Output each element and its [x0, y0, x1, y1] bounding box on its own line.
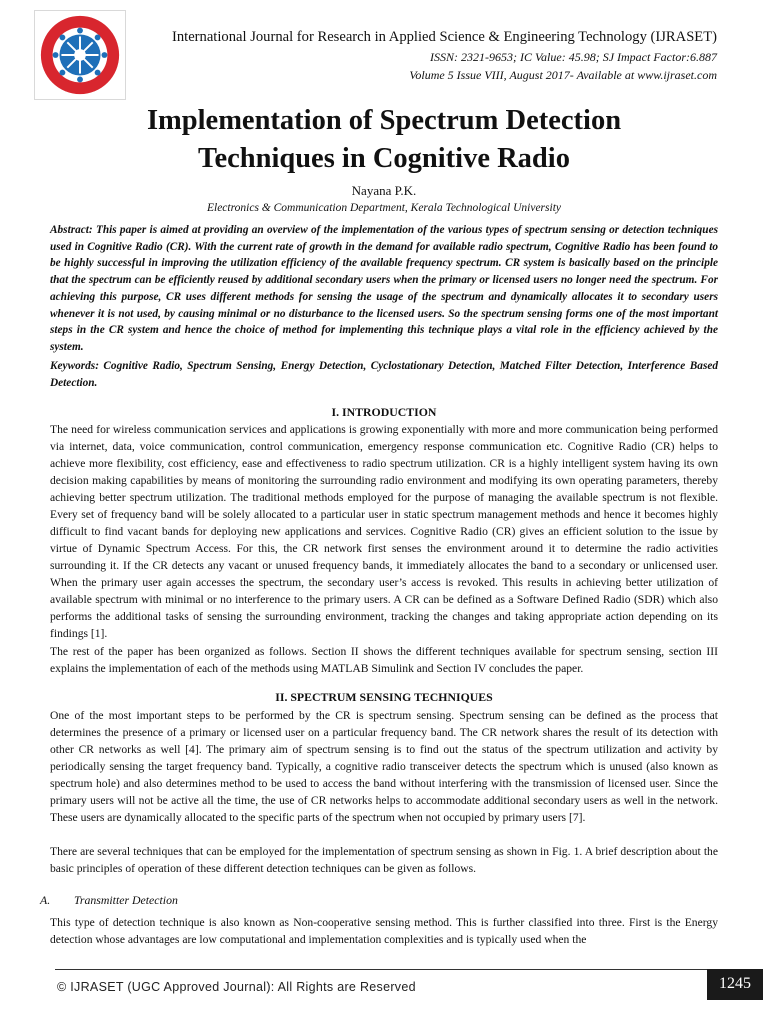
journal-header — [117, 28, 717, 83]
footer-copyright: © IJRASET (UGC Approved Journal): All Rights are Reserved — [57, 980, 416, 994]
paper-title — [0, 102, 768, 178]
section-heading-introduction: I. INTRODUCTION — [331, 405, 437, 419]
intro-paragraph-1: The need for wireless communication services and applications is growing exponentially with more and more communication being performed via internet, data, voice communication, control communication, emergency response communication etc. Cognitive Radio (CR) helps to achieve more flexibility, cost efficiency, ease and effectiveness to radio spectrum utilization. CR is a highly intelligent system having its own decision making capabilities by means of monitoring the surrounding radio environment and modifying its own operating parameters, thereby achieving better spectrum utilization. The traditional methods employed for the purpose of managing the available spectrum is not flexible. Every set of frequency band will be solely allocated to a particular user in static spectrum management methods and hence it becomes highly difficult to find vacant bands for deploying new applications and services. Cognitive Radio (CR) gives an efficient solution to the issue by virtue of Dynamic Spectrum Access. For this, the CR network first senses the environment around it to determine the radio activities surrounding it. If the CR detects any vacant or unused frequency bands, it immediately allocates the band to a secondary or unlicensed user. When the primary user again accesses the spectrum, the secondary user’s access is revoked. This results in achieving better utilization of available spectrum with minimal or no interference to the primary users. A CR can be defined as a Software Defined Radio (SDR) which also performs the additional tasks of sensing the surrounding environment, tracking the changes and taking appropriate action depending on its findings [1]. — [50, 423, 718, 640]
page-number: 1245 — [707, 969, 763, 1000]
paper-affiliation: Electronics & Communication Department, Kerala Technological University — [206, 202, 561, 214]
journal-issn: ISSN: 2321-9653; IC Value: 45.98; SJ Impact Factor:6.887 — [430, 50, 717, 64]
footer-divider — [55, 969, 763, 970]
paper-keywords: Keywords: Cognitive Radio, Spectrum Sensing, Energy Detection, Cyclostationary Detection, Matched Filter Detection, Interference Based Detection. — [50, 360, 718, 389]
section-heading-spectrum-sensing: II. SPECTRUM SENSING TECHNIQUES — [275, 690, 493, 704]
spectrum-sensing-paragraph-2: There are several techniques that can be employed for the implementation of spectrum sensing as shown in Fig. 1. A brief description about the basic principles of operation of these different detection techniques can be given as follows. — [50, 845, 718, 875]
journal-logo — [34, 10, 126, 100]
spectrum-sensing-paragraph-1: One of the most important steps to be performed by the CR is spectrum sensing. Spectrum sensing can be defined as the process that determines the presence of a primary or licensed user on a particular frequency band. The CR network shares the result of its detection with other CR networks as well [4]. The primary aim of spectrum sensing is to find out the status of the spectrum utilization and activity by periodically sensing the target frequency band. Typically, a cognitive radio transceiver detects the spectrum which is unused (also known as spectrum hole) and also determines method to be used to access the band without interfering with the transmission of licensed user. Since the primary users will not be active all the time, the use of CR networks helps to accommodate additional secondary users as well in the network. These users are dynamically allocated to the specific parts of the spectrum when not occupied by primary users [7]. — [50, 709, 718, 824]
subsection-title: Transmitter Detection — [74, 893, 178, 907]
transmitter-detection-paragraph: This type of detection technique is also known as Non-cooperative sensing method. This is further classified into three. First is the Energy detection whose advantages are low computational and implementation complexities and is typically used when the — [50, 916, 718, 946]
intro-paragraph-2: The rest of the paper has been organized as follows. Section II shows the different techniques available for spectrum sensing, section III explains the implementation of each of the methods using MATLAB Simulink and Section IV concludes the paper. — [50, 645, 718, 675]
paper-title-line2: Techniques in Cognitive Radio — [198, 143, 570, 174]
ijraset-seal-icon — [35, 11, 125, 99]
subsection-number: A. — [40, 893, 51, 907]
journal-title: International Journal for Research in Applied Science & Engineering Technology (IJRASET) — [171, 29, 717, 45]
paper-author: Nayana P.K. — [351, 183, 417, 198]
journal-volume: Volume 5 Issue VIII, August 2017- Available at www.ijraset.com — [409, 68, 717, 82]
paper-title-line1: Implementation of Spectrum Detection — [146, 105, 622, 136]
subsection-heading-transmitter-detection — [40, 893, 178, 908]
paper-abstract: Abstract: This paper is aimed at providing an overview of the implementation of the various types of spectrum sensing or detection techniques used in Cognitive Radio (CR). With the current rate of growth in the demand for available radio spectrum, Cognitive Radio has been found to be highly successful in improving the utilization efficiency of the available frequency spectrum. CR system is basically based on the principle that the spectrum can be efficiently reused by additional secondary users when the primary or licensed users no longer need the spectrum. For achieving this purpose, CR uses different methods for sensing the usage of the spectrum and dynamically allocates it to secondary users whenever it is not used, by causing minimal or no disturbance to the licensed users. So the spectrum sensing forms one of the most important steps in the CR system and hence the choice of method for implementing this technique plays a vital role in the efficiency achieved by the system. — [50, 224, 718, 353]
